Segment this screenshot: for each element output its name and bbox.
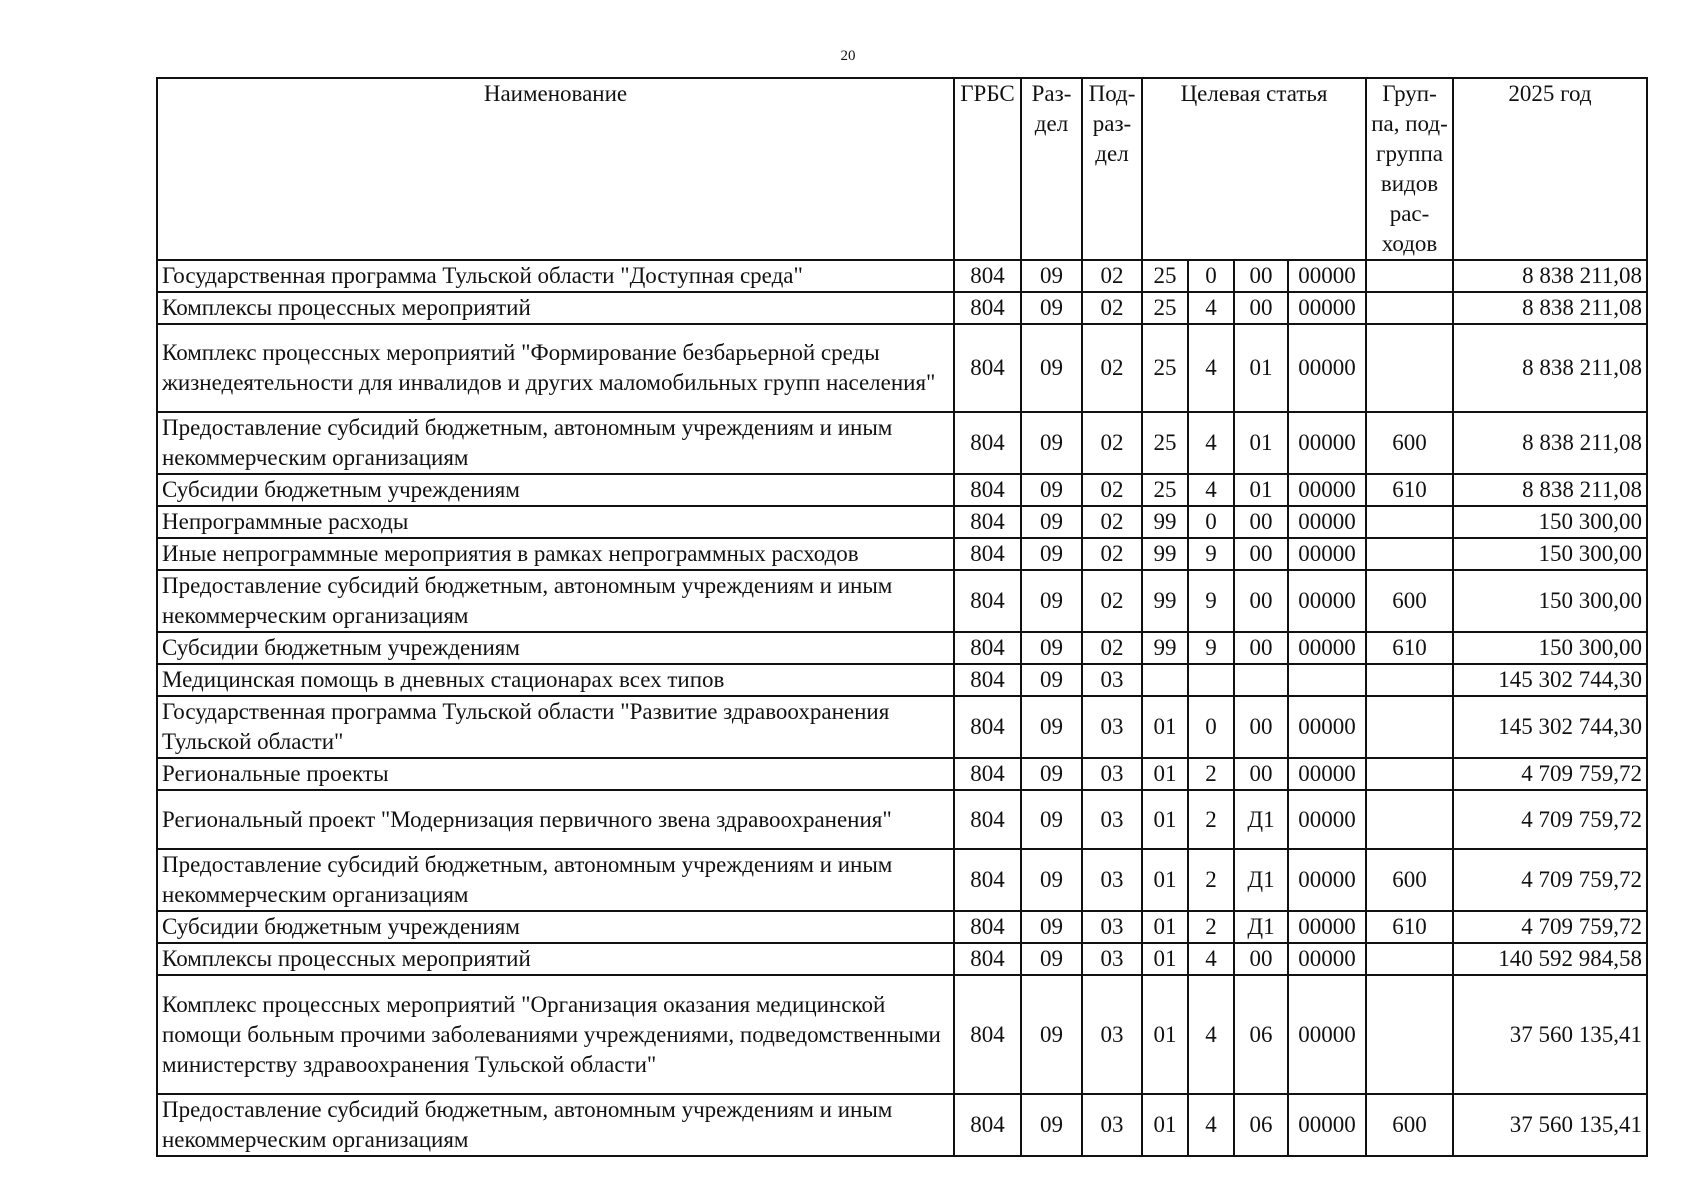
row-podrazdel: 03 bbox=[1082, 696, 1142, 758]
header-target-article: Целевая статья bbox=[1142, 78, 1366, 260]
row-razdel: 09 bbox=[1021, 292, 1082, 324]
row-razdel: 09 bbox=[1021, 474, 1082, 506]
row-grbs: 804 bbox=[954, 849, 1021, 911]
row-target-type: 4 bbox=[1188, 324, 1234, 412]
row-grbs: 804 bbox=[954, 975, 1021, 1094]
row-target-subcode: Д1 bbox=[1234, 849, 1288, 911]
row-podrazdel: 03 bbox=[1082, 664, 1142, 696]
row-target-subcode: 00 bbox=[1234, 260, 1288, 292]
table-row bbox=[157, 412, 1647, 474]
row-amount: 4 709 759,72 bbox=[1453, 911, 1647, 943]
row-grbs: 804 bbox=[954, 911, 1021, 943]
row-podrazdel: 02 bbox=[1082, 538, 1142, 570]
row-amount: 4 709 759,72 bbox=[1453, 790, 1647, 849]
row-target-type: 0 bbox=[1188, 260, 1234, 292]
row-razdel: 09 bbox=[1021, 911, 1082, 943]
row-target-type: 9 bbox=[1188, 538, 1234, 570]
row-expense-group bbox=[1366, 260, 1453, 292]
row-expense-group bbox=[1366, 790, 1453, 849]
table-row bbox=[157, 506, 1647, 538]
row-target-program bbox=[1142, 664, 1188, 696]
table-row bbox=[157, 324, 1647, 412]
row-target-subcode: 00 bbox=[1234, 292, 1288, 324]
row-grbs: 804 bbox=[954, 538, 1021, 570]
row-podrazdel: 02 bbox=[1082, 324, 1142, 412]
row-target-subcode bbox=[1234, 664, 1288, 696]
row-amount: 8 838 211,08 bbox=[1453, 474, 1647, 506]
row-razdel: 09 bbox=[1021, 696, 1082, 758]
row-razdel: 09 bbox=[1021, 632, 1082, 664]
row-target-program: 01 bbox=[1142, 975, 1188, 1094]
table-row bbox=[157, 260, 1647, 292]
row-grbs: 804 bbox=[954, 790, 1021, 849]
row-expense-group bbox=[1366, 943, 1453, 975]
row-target-direction: 00000 bbox=[1288, 1094, 1366, 1156]
row-razdel: 09 bbox=[1021, 664, 1082, 696]
row-name: Комплекс процессных мероприятий "Формирование безбарьерной среды жизнедеятельности для инвалидов и других маломобильных групп населения" bbox=[157, 324, 954, 412]
table-row bbox=[157, 758, 1647, 790]
row-target-type bbox=[1188, 664, 1234, 696]
row-target-direction: 00000 bbox=[1288, 696, 1366, 758]
row-target-direction: 00000 bbox=[1288, 632, 1366, 664]
row-amount: 8 838 211,08 bbox=[1453, 292, 1647, 324]
row-expense-group bbox=[1366, 975, 1453, 1094]
row-amount: 150 300,00 bbox=[1453, 570, 1647, 632]
row-name: Непрограммные расходы bbox=[157, 506, 954, 538]
row-name: Комплекс процессных мероприятий "Организация оказания медицинской помощи больным прочими заболеваниями учреждениями, подведомственными министерству здравоохранения Тульской области" bbox=[157, 975, 954, 1094]
row-amount: 140 592 984,58 bbox=[1453, 943, 1647, 975]
row-podrazdel: 02 bbox=[1082, 260, 1142, 292]
row-grbs: 804 bbox=[954, 943, 1021, 975]
row-target-program: 01 bbox=[1142, 1094, 1188, 1156]
header-year: 2025 год bbox=[1453, 78, 1647, 260]
row-podrazdel: 03 bbox=[1082, 911, 1142, 943]
row-expense-group bbox=[1366, 696, 1453, 758]
row-target-program: 99 bbox=[1142, 538, 1188, 570]
row-expense-group: 600 bbox=[1366, 412, 1453, 474]
row-target-program: 01 bbox=[1142, 943, 1188, 975]
header-expense-group: Груп- па, под- группа видов рас- ходов bbox=[1366, 78, 1453, 260]
row-target-program: 25 bbox=[1142, 412, 1188, 474]
row-target-type: 0 bbox=[1188, 506, 1234, 538]
row-razdel: 09 bbox=[1021, 260, 1082, 292]
row-target-program: 01 bbox=[1142, 696, 1188, 758]
row-target-program: 01 bbox=[1142, 849, 1188, 911]
row-target-type: 4 bbox=[1188, 975, 1234, 1094]
budget-table bbox=[156, 77, 1648, 1157]
row-amount: 145 302 744,30 bbox=[1453, 664, 1647, 696]
row-target-type: 4 bbox=[1188, 474, 1234, 506]
row-razdel: 09 bbox=[1021, 324, 1082, 412]
row-podrazdel: 03 bbox=[1082, 975, 1142, 1094]
row-name: Региональные проекты bbox=[157, 758, 954, 790]
row-grbs: 804 bbox=[954, 664, 1021, 696]
row-target-subcode: 00 bbox=[1234, 570, 1288, 632]
row-grbs: 804 bbox=[954, 324, 1021, 412]
row-amount: 37 560 135,41 bbox=[1453, 975, 1647, 1094]
row-razdel: 09 bbox=[1021, 849, 1082, 911]
row-target-type: 4 bbox=[1188, 1094, 1234, 1156]
table-row bbox=[157, 664, 1647, 696]
row-target-subcode: Д1 bbox=[1234, 911, 1288, 943]
header-name: Наименование bbox=[157, 78, 954, 260]
row-grbs: 804 bbox=[954, 1094, 1021, 1156]
table-header-row bbox=[157, 78, 1647, 260]
row-amount: 145 302 744,30 bbox=[1453, 696, 1647, 758]
row-target-program: 01 bbox=[1142, 911, 1188, 943]
row-target-direction: 00000 bbox=[1288, 975, 1366, 1094]
row-target-direction: 00000 bbox=[1288, 324, 1366, 412]
row-target-subcode: 00 bbox=[1234, 758, 1288, 790]
row-target-program: 99 bbox=[1142, 570, 1188, 632]
row-podrazdel: 03 bbox=[1082, 943, 1142, 975]
header-grbs: ГРБС bbox=[954, 78, 1021, 260]
row-name: Иные непрограммные мероприятия в рамках непрограммных расходов bbox=[157, 538, 954, 570]
row-podrazdel: 02 bbox=[1082, 474, 1142, 506]
row-target-direction bbox=[1288, 664, 1366, 696]
row-target-direction: 00000 bbox=[1288, 943, 1366, 975]
row-amount: 150 300,00 bbox=[1453, 538, 1647, 570]
row-expense-group bbox=[1366, 506, 1453, 538]
row-target-type: 2 bbox=[1188, 790, 1234, 849]
table-row bbox=[157, 570, 1647, 632]
row-amount: 8 838 211,08 bbox=[1453, 260, 1647, 292]
row-target-subcode: 06 bbox=[1234, 1094, 1288, 1156]
page-number: 20 bbox=[840, 48, 856, 64]
row-grbs: 804 bbox=[954, 570, 1021, 632]
row-name: Предоставление субсидий бюджетным, автономным учреждениям и иным некоммерческим организациям bbox=[157, 570, 954, 632]
row-name: Комплексы процессных мероприятий bbox=[157, 292, 954, 324]
table-row bbox=[157, 696, 1647, 758]
row-amount: 8 838 211,08 bbox=[1453, 412, 1647, 474]
row-target-program: 25 bbox=[1142, 474, 1188, 506]
row-expense-group bbox=[1366, 664, 1453, 696]
row-target-subcode: 01 bbox=[1234, 412, 1288, 474]
table-body bbox=[157, 260, 1647, 1156]
row-grbs: 804 bbox=[954, 696, 1021, 758]
row-grbs: 804 bbox=[954, 506, 1021, 538]
table-row bbox=[157, 943, 1647, 975]
row-podrazdel: 02 bbox=[1082, 632, 1142, 664]
row-razdel: 09 bbox=[1021, 538, 1082, 570]
row-name: Предоставление субсидий бюджетным, автономным учреждениям и иным некоммерческим организациям bbox=[157, 1094, 954, 1156]
row-razdel: 09 bbox=[1021, 758, 1082, 790]
row-expense-group: 610 bbox=[1366, 474, 1453, 506]
row-target-direction: 00000 bbox=[1288, 790, 1366, 849]
row-name: Комплексы процессных мероприятий bbox=[157, 943, 954, 975]
row-amount: 4 709 759,72 bbox=[1453, 849, 1647, 911]
row-name: Субсидии бюджетным учреждениям bbox=[157, 474, 954, 506]
row-amount: 8 838 211,08 bbox=[1453, 324, 1647, 412]
row-target-subcode: 00 bbox=[1234, 943, 1288, 975]
row-target-direction: 00000 bbox=[1288, 911, 1366, 943]
header-razdel: Раз- дел bbox=[1021, 78, 1082, 260]
row-target-program: 25 bbox=[1142, 324, 1188, 412]
row-target-program: 01 bbox=[1142, 790, 1188, 849]
row-name: Государственная программа Тульской области "Доступная среда" bbox=[157, 260, 954, 292]
row-razdel: 09 bbox=[1021, 570, 1082, 632]
row-target-direction: 00000 bbox=[1288, 412, 1366, 474]
row-name: Субсидии бюджетным учреждениям bbox=[157, 632, 954, 664]
row-target-subcode: 00 bbox=[1234, 632, 1288, 664]
row-target-direction: 00000 bbox=[1288, 849, 1366, 911]
row-amount: 37 560 135,41 bbox=[1453, 1094, 1647, 1156]
row-target-type: 2 bbox=[1188, 849, 1234, 911]
row-target-subcode: Д1 bbox=[1234, 790, 1288, 849]
table-row bbox=[157, 849, 1647, 911]
row-name: Предоставление субсидий бюджетным, автономным учреждениям и иным некоммерческим организациям bbox=[157, 412, 954, 474]
table-row bbox=[157, 538, 1647, 570]
row-podrazdel: 03 bbox=[1082, 1094, 1142, 1156]
row-target-type: 0 bbox=[1188, 696, 1234, 758]
table-row bbox=[157, 1094, 1647, 1156]
row-podrazdel: 03 bbox=[1082, 790, 1142, 849]
row-amount: 150 300,00 bbox=[1453, 506, 1647, 538]
row-grbs: 804 bbox=[954, 412, 1021, 474]
row-target-subcode: 06 bbox=[1234, 975, 1288, 1094]
row-target-program: 25 bbox=[1142, 260, 1188, 292]
row-target-type: 2 bbox=[1188, 911, 1234, 943]
row-target-subcode: 01 bbox=[1234, 324, 1288, 412]
table-row bbox=[157, 911, 1647, 943]
row-podrazdel: 02 bbox=[1082, 570, 1142, 632]
row-target-program: 99 bbox=[1142, 506, 1188, 538]
row-podrazdel: 03 bbox=[1082, 758, 1142, 790]
table-row bbox=[157, 632, 1647, 664]
row-target-subcode: 00 bbox=[1234, 538, 1288, 570]
row-target-type: 4 bbox=[1188, 412, 1234, 474]
row-razdel: 09 bbox=[1021, 506, 1082, 538]
row-target-subcode: 01 bbox=[1234, 474, 1288, 506]
row-podrazdel: 03 bbox=[1082, 849, 1142, 911]
row-razdel: 09 bbox=[1021, 975, 1082, 1094]
row-podrazdel: 02 bbox=[1082, 506, 1142, 538]
row-grbs: 804 bbox=[954, 474, 1021, 506]
table-row bbox=[157, 790, 1647, 849]
table-row bbox=[157, 975, 1647, 1094]
row-expense-group bbox=[1366, 758, 1453, 790]
row-target-program: 01 bbox=[1142, 758, 1188, 790]
table-row bbox=[157, 474, 1647, 506]
row-podrazdel: 02 bbox=[1082, 412, 1142, 474]
row-razdel: 09 bbox=[1021, 790, 1082, 849]
row-expense-group: 600 bbox=[1366, 849, 1453, 911]
row-target-subcode: 00 bbox=[1234, 506, 1288, 538]
row-expense-group: 600 bbox=[1366, 1094, 1453, 1156]
row-expense-group: 610 bbox=[1366, 911, 1453, 943]
row-name: Медицинская помощь в дневных стационарах всех типов bbox=[157, 664, 954, 696]
row-grbs: 804 bbox=[954, 292, 1021, 324]
row-name: Региональный проект "Модернизация первичного звена здравоохранения" bbox=[157, 790, 954, 849]
row-grbs: 804 bbox=[954, 260, 1021, 292]
row-target-direction: 00000 bbox=[1288, 538, 1366, 570]
row-name: Предоставление субсидий бюджетным, автономным учреждениям и иным некоммерческим организациям bbox=[157, 849, 954, 911]
row-target-direction: 00000 bbox=[1288, 758, 1366, 790]
row-target-direction: 00000 bbox=[1288, 474, 1366, 506]
row-expense-group: 600 bbox=[1366, 570, 1453, 632]
row-target-type: 4 bbox=[1188, 943, 1234, 975]
row-expense-group bbox=[1366, 292, 1453, 324]
row-target-type: 9 bbox=[1188, 632, 1234, 664]
row-target-direction: 00000 bbox=[1288, 260, 1366, 292]
row-target-direction: 00000 bbox=[1288, 506, 1366, 538]
row-target-program: 25 bbox=[1142, 292, 1188, 324]
row-razdel: 09 bbox=[1021, 943, 1082, 975]
row-grbs: 804 bbox=[954, 758, 1021, 790]
row-expense-group bbox=[1366, 538, 1453, 570]
row-razdel: 09 bbox=[1021, 1094, 1082, 1156]
row-target-type: 9 bbox=[1188, 570, 1234, 632]
row-target-direction: 00000 bbox=[1288, 570, 1366, 632]
row-target-type: 4 bbox=[1188, 292, 1234, 324]
row-target-type: 2 bbox=[1188, 758, 1234, 790]
row-expense-group: 610 bbox=[1366, 632, 1453, 664]
row-name: Субсидии бюджетным учреждениям bbox=[157, 911, 954, 943]
header-podrazdel: Под- раз- дел bbox=[1082, 78, 1142, 260]
table-row bbox=[157, 292, 1647, 324]
row-expense-group bbox=[1366, 324, 1453, 412]
row-amount: 4 709 759,72 bbox=[1453, 758, 1647, 790]
row-name: Государственная программа Тульской области "Развитие здравоохранения Тульской области" bbox=[157, 696, 954, 758]
row-target-subcode: 00 bbox=[1234, 696, 1288, 758]
row-amount: 150 300,00 bbox=[1453, 632, 1647, 664]
row-target-direction: 00000 bbox=[1288, 292, 1366, 324]
row-podrazdel: 02 bbox=[1082, 292, 1142, 324]
row-grbs: 804 bbox=[954, 632, 1021, 664]
row-target-program: 99 bbox=[1142, 632, 1188, 664]
row-razdel: 09 bbox=[1021, 412, 1082, 474]
